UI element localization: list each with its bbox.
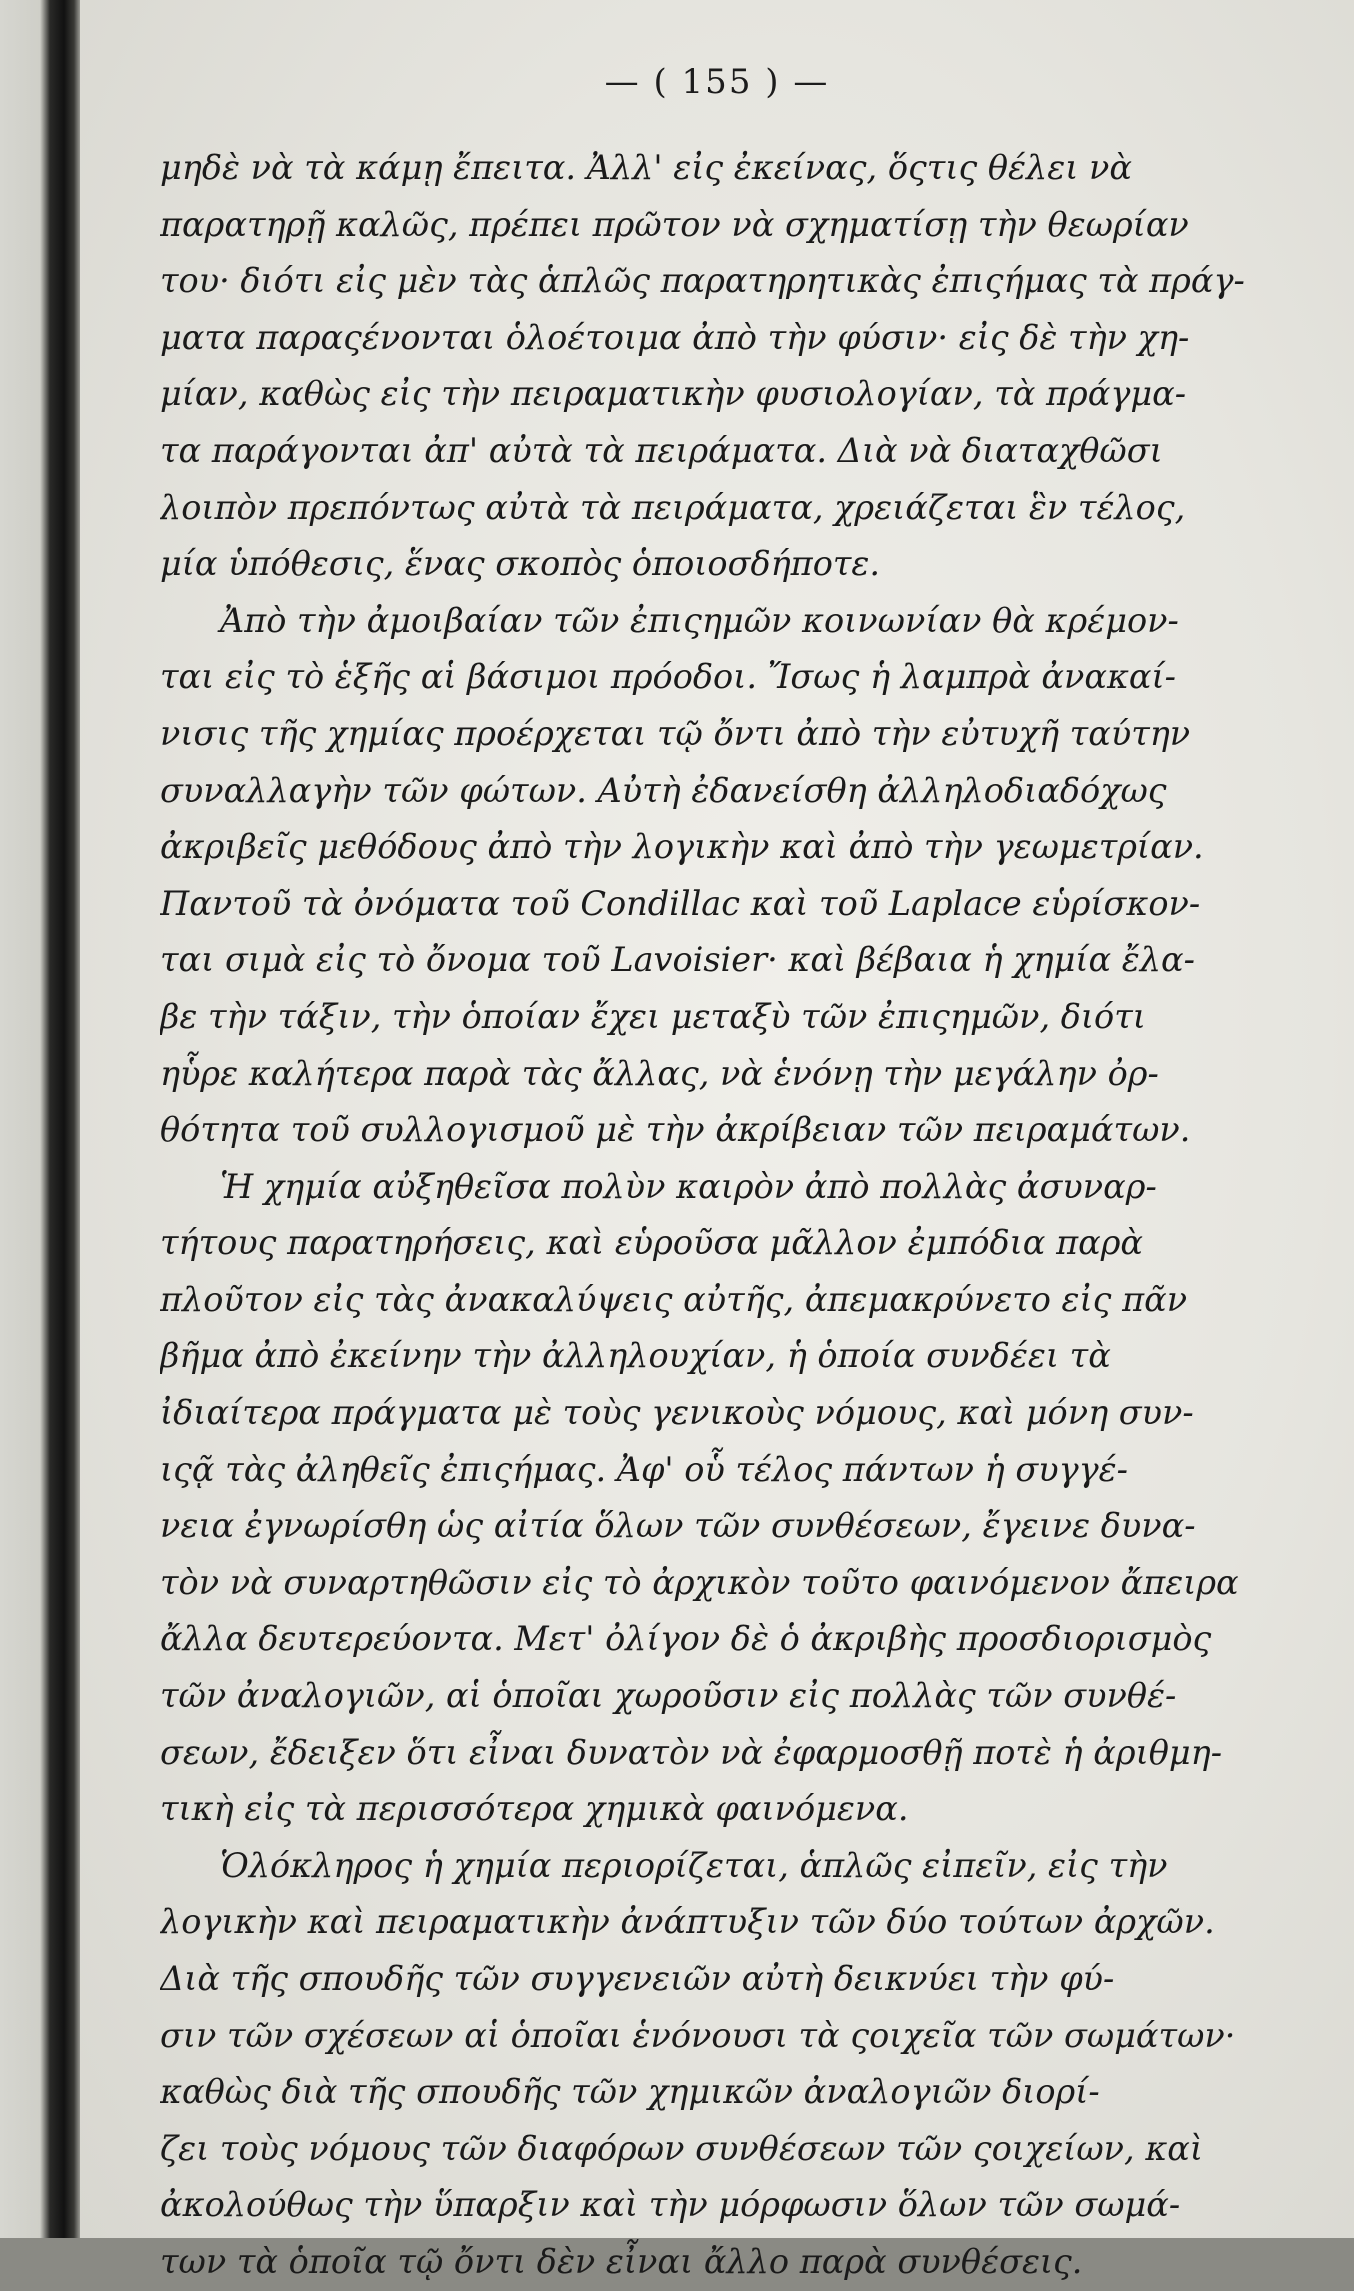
text-line: τα παράγονται ἀπ' αὐτὰ τὰ πειράματα. Διὰ νὰ διαταχθῶσι — [160, 430, 1163, 470]
text-line: των τὰ ὁποῖα τῷ ὄντι δὲν εἶναι ἄλλο παρὰ συνθέσεις. — [160, 2241, 1083, 2281]
text-line: βῆμα ἀπὸ ἐκείνην τὴν ἀλληλουχίαν, ἡ ὁποία συνδέει τὰ — [160, 1336, 1111, 1376]
text-line: συναλλαγὴν τῶν φώτων. Αὐτὴ ἐδανείσθη ἀλληλοδιαδόχως — [160, 770, 1167, 810]
text-line: τῶν ἀναλογιῶν, αἱ ὁποῖαι χωροῦσιν εἰς πολλὰς τῶν συνθέ- — [160, 1676, 1177, 1716]
text-line: Ὁλόκληρος ἡ χημία περιορίζεται, ἁπλῶς εἰπεῖν, εἰς τὴν — [220, 1845, 1168, 1885]
text-line: νισις τῆς χημίας προέρχεται τῷ ὄντι ἀπὸ τὴν εὐτυχῆ ταύτην — [160, 713, 1191, 753]
book-page — [80, 0, 1354, 2281]
text-line: ἰδιαίτερα πράγματα μὲ τοὺς γενικοὺς νόμους, καὶ μόνη συν- — [160, 1393, 1194, 1433]
text-line: πλοῦτον εἰς τὰς ἀνακαλύψεις αὐτῆς, ἀπεμακρύνετο εἰς πᾶν — [160, 1279, 1188, 1319]
text-line: βε τὴν τάξιν, τὴν ὁποίαν ἔχει μεταξὺ τῶν ἐπιςημῶν, διότι — [160, 996, 1146, 1036]
text-line: λοιπὸν πρεπόντως αὐτὰ τὰ πειράματα, χρειάζεται ἓν τέλος, — [160, 487, 1186, 527]
text-line: σιν τῶν σχέσεων αἱ ὁποῖαι ἑνόνουσι τὰ ςοιχεῖα τῶν σωμάτων· — [160, 2015, 1236, 2055]
text-line: ιςᾷ τὰς ἀληθεῖς ἐπιςήμας. Ἀφ' οὗ τέλος πάντων ἡ συγγέ- — [160, 1449, 1128, 1489]
text-line: ἄλλα δευτερεύοντα. Μετ' ὀλίγον δὲ ὁ ἀκριβὴς προσδιορισμὸς — [160, 1619, 1212, 1659]
text-line: τὸν νὰ συναρτηθῶσιν εἰς τὸ ἀρχικὸν τοῦτο φαινόμενον ἄπειρα — [160, 1562, 1239, 1602]
book-binding-edge — [0, 0, 80, 2238]
text-line: ται σιμὰ εἰς τὸ ὄνομα τοῦ Lavoisier· καὶ βέβαια ἡ χημία ἔλα- — [160, 940, 1195, 980]
text-line: ἀκριβεῖς μεθόδους ἀπὸ τὴν λογικὴν καὶ ἀπὸ τὴν γεωμετρίαν. — [160, 827, 1204, 867]
text-line: ζει τοὺς νόμους τῶν διαφόρων συνθέσεων τῶν ςοιχείων, καὶ — [160, 2128, 1204, 2168]
text-line: Παντοῦ τὰ ὀνόματα τοῦ Condillac καὶ τοῦ Laplace εὑρίσκον- — [160, 883, 1201, 923]
body-text — [160, 140, 1310, 2291]
text-line: παρατηρῇ καλῶς, πρέπει πρῶτον νὰ σχηματίσῃ τὴν θεωρίαν — [160, 204, 1189, 244]
text-line: τικὴ εἰς τὰ περισσότερα χημικὰ φαινόμενα. — [160, 1789, 909, 1829]
text-line: Διὰ τῆς σπουδῆς τῶν συγγενειῶν αὐτὴ δεικνύει τὴν φύ- — [160, 1959, 1115, 1998]
text-line: μίαν, καθὼς εἰς τὴν πειραματικὴν φυσιολογίαν, τὰ πράγμα- — [160, 374, 1187, 414]
page-number-header: — ( 155 ) — — [604, 62, 830, 102]
text-line: σεων, ἔδειξεν ὅτι εἶναι δυνατὸν νὰ ἐφαρμοσθῇ ποτὲ ἡ ἀριθμη- — [160, 1732, 1223, 1772]
text-line: του· διότι εἰς μὲν τὰς ἁπλῶς παρατηρητικὰς ἐπιςήμας τὰ πράγ- — [160, 261, 1245, 301]
text-line: Ἡ χημία αὐξηθεῖσα πολὺν καιρὸν ἀπὸ πολλὰς ἀσυναρ- — [220, 1166, 1157, 1206]
text-line: Ἀπὸ τὴν ἀμοιβαίαν τῶν ἐπιςημῶν κοινωνίαν θὰ κρέμον- — [220, 600, 1179, 640]
text-line: λογικὴν καὶ πειραματικὴν ἀνάπτυξιν τῶν δύο τούτων ἀρχῶν. — [160, 1902, 1215, 1942]
text-line: καθὼς διὰ τῆς σπουδῆς τῶν χημικῶν ἀναλογιῶν διορί- — [160, 2072, 1100, 2112]
text-line: μηδὲ νὰ τὰ κάμῃ ἔπειτα. Ἀλλ' εἰς ἐκείνας, ὅςτις θέλει νὰ — [160, 148, 1132, 187]
text-line: ηὗρε καλήτερα παρὰ τὰς ἄλλας, νὰ ἑνόνῃ τὴν μεγάλην ὀρ- — [160, 1053, 1159, 1093]
text-line: ται εἰς τὸ ἑξῆς αἱ βάσιμοι πρόοδοι. Ἴσως ἡ λαμπρὰ ἀνακαί- — [160, 657, 1176, 697]
text-line: τήτους παρατηρήσεις, καὶ εὑροῦσα μᾶλλον ἐμπόδια παρὰ — [160, 1223, 1144, 1263]
text-line: μία ὑπόθεσις, ἕνας σκοπὸς ὁποιοσδήποτε. — [160, 544, 881, 584]
text-line: θότητα τοῦ συλλογισμοῦ μὲ τὴν ἀκρίβειαν τῶν πειραμάτων. — [160, 1110, 1191, 1150]
text-line: ματα παραςένονται ὁλοέτοιμα ἀπὸ τὴν φύσιν· εἰς δὲ τὴν χη- — [160, 317, 1190, 357]
text-line: ἀκολούθως τὴν ὕπαρξιν καὶ τὴν μόρφωσιν ὅλων τῶν σωμά- — [160, 2185, 1181, 2225]
text-line: νεια ἐγνωρίσθη ὡς αἰτία ὅλων τῶν συνθέσεων, ἔγεινε δυνα- — [160, 1506, 1196, 1546]
